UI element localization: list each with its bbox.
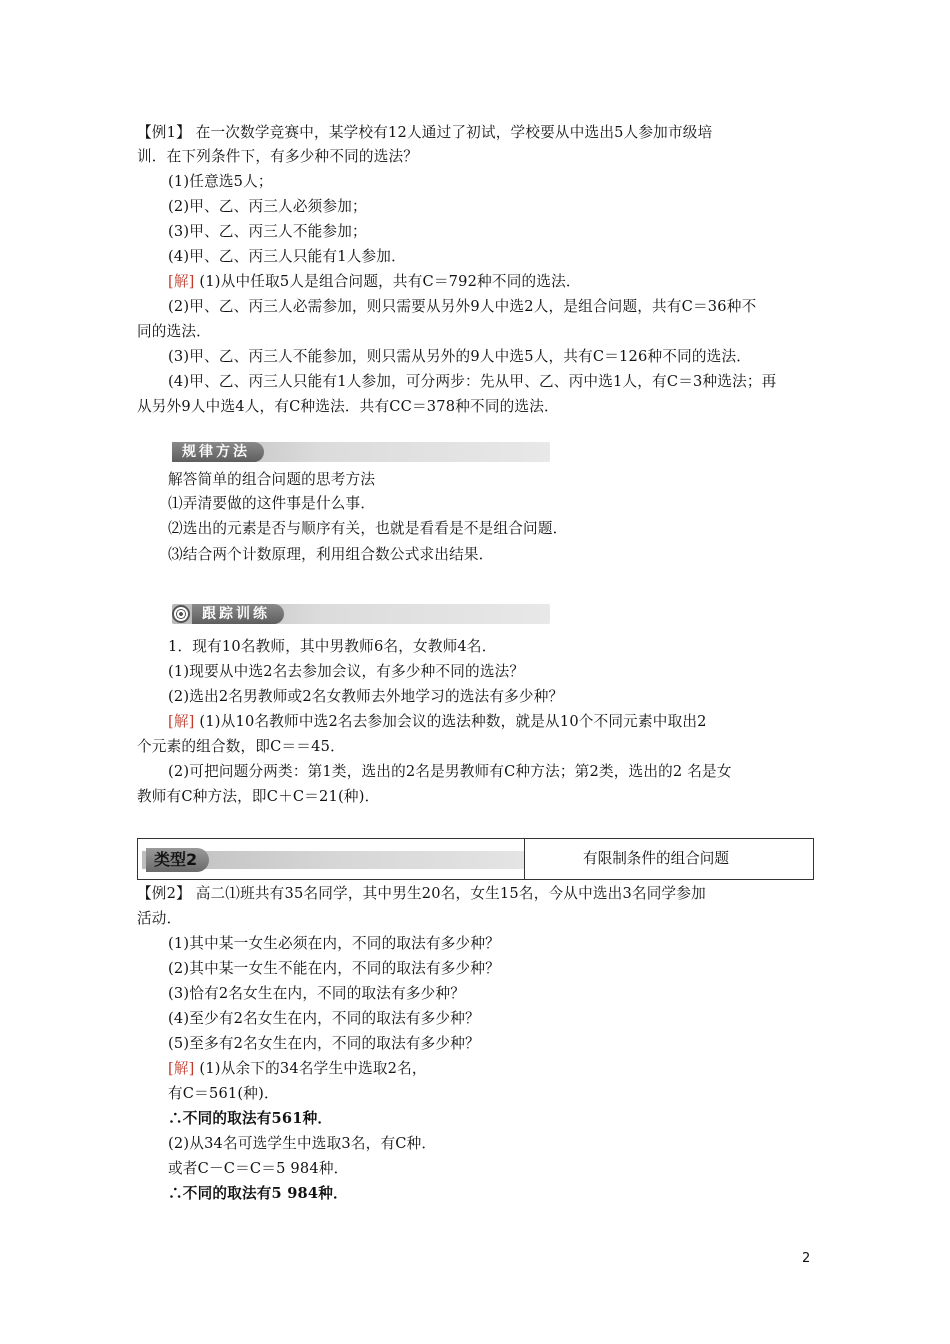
example2-line-5: (3)恰有2名女生在内，不同的取法有多少种？ xyxy=(168,985,466,1002)
method-banner xyxy=(172,442,550,462)
example2-line-7: (5)至多有2名女生在内，不同的取法有多少种？ xyxy=(168,1035,480,1052)
example2-line-6: (4)至少有2名女生在内，不同的取法有多少种？ xyxy=(168,1010,480,1027)
method-line-1: 解答简单的组合问题的思考方法 xyxy=(168,471,376,488)
example1-solution-first xyxy=(168,272,581,292)
example1-solution-line-5: 从另外9人中选4人，有C种选法．共有CC＝378种不同的选法． xyxy=(137,398,559,415)
type2-tag: 类型2 xyxy=(146,848,209,872)
example1-line-5: (3)甲、乙、丙三人不能参加； xyxy=(168,223,367,240)
example2-line-2: 活动． xyxy=(137,910,182,927)
example1-line-4: (2)甲、乙、丙三人必须参加； xyxy=(168,198,367,215)
type2-title: 有限制条件的组合问题 xyxy=(583,850,729,867)
example1-solution-line-3: (3)甲、乙、丙三人不能参加，则只需从另外的9人中选5人，共有C＝126种不同的选法． xyxy=(168,348,752,365)
example1-solution-line-1: (2)甲、乙、丙三人必需参加，则只需要从另外9人中选2人，是组合问题，共有C＝36种不 xyxy=(168,298,757,315)
target-icon xyxy=(172,605,190,623)
example2-solution-first xyxy=(168,1059,427,1079)
example2-solution-line-1: 有C＝561(种)． xyxy=(168,1085,279,1102)
example2-line-4: (2)其中某一女生不能在内，不同的取法有多少种？ xyxy=(168,960,500,977)
method-line-4: ⑶结合两个计数原理，利用组合数公式求出结果． xyxy=(168,546,494,563)
solution-text: (1)从余下的34名学生中选取2名， xyxy=(194,1060,427,1077)
method-line-2: ⑴弄清要做的这件事是什么事． xyxy=(168,495,376,512)
practice-line-2: (1)现要从中选2名去参加会议，有多少种不同的选法？ xyxy=(168,663,525,680)
practice-banner-label: 跟踪训练 xyxy=(192,604,284,624)
example1-solution-line-4: (4)甲、乙、丙三人只能有1人参加，可分两步：先从甲、乙、丙中选1人，有C＝3种选法；再 xyxy=(168,373,777,390)
practice-solution-first xyxy=(168,712,707,732)
example2-solution-line-2: ∴不同的取法有561种． xyxy=(168,1110,333,1127)
method-line-3: ⑵选出的元素是否与顺序有关，也就是看看是不是组合问题． xyxy=(168,520,568,537)
practice-banner xyxy=(172,604,550,624)
example2-solution-line-5: ∴不同的取法有5 984种． xyxy=(168,1185,348,1202)
practice-solution-line-3: 教师有C种方法，即C＋C＝21(种)． xyxy=(137,788,380,805)
example2-solution-line-4: 或者C－C＝C＝5 984种． xyxy=(168,1160,349,1177)
practice-solution-line-2: (2)可把问题分两类：第1类，选出的2名是男教师有C种方法；第2类，选出的2 名是女 xyxy=(168,763,732,780)
method-banner-label: 规律方法 xyxy=(172,442,264,462)
type2-divider xyxy=(524,839,525,879)
solution-text: (1)从中任取5人是组合问题，共有C＝792种不同的选法． xyxy=(194,273,581,290)
example1-line-2: 训．在下列条件下，有多少种不同的选法？ xyxy=(137,148,419,165)
example2-solution-line-3: (2)从34名可选学生中选取3名，有C种． xyxy=(168,1135,437,1152)
practice-solution-line-1: 个元素的组合数，即C＝＝45． xyxy=(137,738,345,755)
page-number: 2 xyxy=(802,1251,811,1266)
example1-line-6: (4)甲、乙、丙三人只能有1人参加． xyxy=(168,248,406,265)
practice-line-1: 1．现有10名教师，其中男教师6名，女教师4名． xyxy=(168,638,497,655)
practice-line-3: (2)选出2名男教师或2名女教师去外地学习的选法有多少种？ xyxy=(168,688,564,705)
example1-solution-line-2: 同的选法． xyxy=(137,323,211,340)
solution-text: (1)从10名教师中选2名去参加会议的选法种数，就是从10个不同元素中取出2 xyxy=(194,713,707,730)
example1-line-1: 【例1】 在一次数学竞赛中，某学校有12人通过了初试，学校要从中选出5人参加市级培 xyxy=(137,124,713,141)
solution-label: [解] xyxy=(168,713,195,730)
example2-line-1: 【例2】 高二⑴班共有35名同学，其中男生20名，女生15名，今从中选出3名同学参加 xyxy=(137,885,706,902)
solution-label: [解] xyxy=(168,273,195,290)
example1-line-3: (1)任意选5人； xyxy=(168,173,273,190)
solution-label: [解] xyxy=(168,1060,195,1077)
example2-line-3: (1)其中某一女生必须在内，不同的取法有多少种？ xyxy=(168,935,500,952)
type2-header xyxy=(137,838,814,880)
